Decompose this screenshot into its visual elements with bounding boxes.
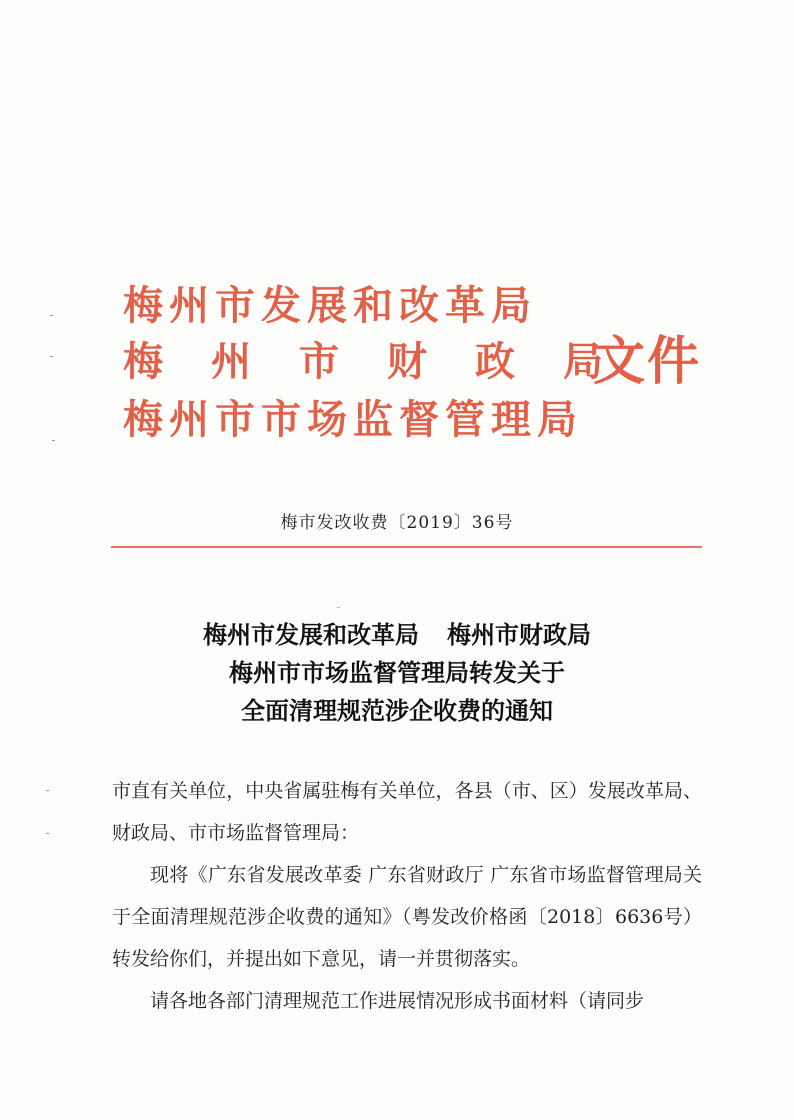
issuer-market-supervision-bureau: 梅州市市场监督管理局 bbox=[123, 396, 583, 443]
document-title bbox=[0, 616, 794, 730]
document-number: 梅市发改收费〔2019〕36号 bbox=[280, 513, 514, 533]
red-divider-line bbox=[111, 546, 702, 548]
title-line-2: 梅州市市场监督管理局转发关于 bbox=[229, 659, 565, 687]
title-line-3: 全面清理规范涉企收费的通知 bbox=[241, 697, 553, 725]
issuer-char: 州 bbox=[211, 338, 251, 385]
issuer-development-reform-bureau: 梅州市发展和改革局 bbox=[123, 282, 537, 329]
issuer-char: 市 bbox=[299, 338, 339, 385]
issuer-char: 局 bbox=[563, 338, 603, 385]
title-line-1 bbox=[0, 616, 794, 654]
body-paragraph-2: 请各地各部门清理规范工作进展情况形成书面材料（请同步 bbox=[150, 990, 645, 1012]
issuer-char: 梅 bbox=[123, 338, 163, 385]
title-issuer-2: 梅州市财政局 bbox=[447, 621, 591, 649]
issuing-authorities-header bbox=[123, 278, 703, 448]
title-issuer-1: 梅州市发展和改革局 bbox=[203, 621, 419, 649]
document-type-label: 文件 bbox=[593, 331, 702, 392]
addressee-paragraph: 市直有关单位，中央省属驻梅有关单位，各县（市、区）发展改革局、财政局、市市场监督管理局： bbox=[112, 780, 702, 844]
issuer-char: 政 bbox=[475, 338, 515, 385]
issuer-char: 财 bbox=[387, 338, 427, 385]
document-body bbox=[112, 770, 702, 1022]
body-paragraph-1: 现将《广东省发展改革委 广东省财政厅 广东省市场监督管理局关于全面清理规范涉企收费的通知》（粤发改价格函〔2018〕6636号）转发给你们，并提出如下意见，请一并贯彻落实。 bbox=[112, 864, 702, 970]
issuer-finance-bureau bbox=[123, 334, 623, 390]
